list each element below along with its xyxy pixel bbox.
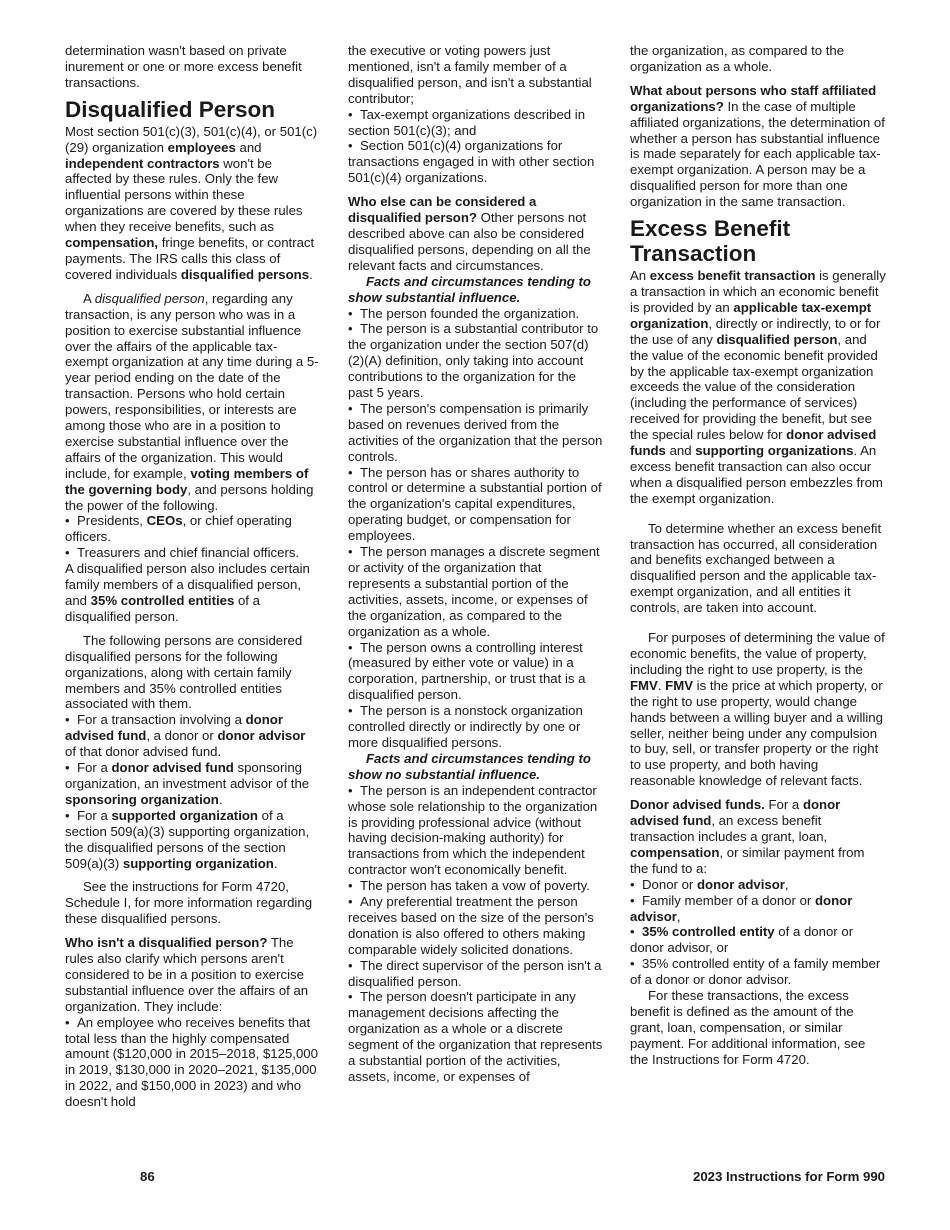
bullet-item: • Donor or donor advisor, bbox=[630, 877, 886, 893]
paragraph: Most section 501(c)(3), 501(c)(4), or 501(c)(29) organization employees and independent contractors won't be affected by these rules. Only the few influential persons within these organizations are covered by these rules when they receive benefits, such as compensation, fringe benefits, or contract payments. The IRS calls this class of covered individuals disqualified persons. bbox=[65, 123, 318, 282]
heading-disqualified-person: Disqualified Person bbox=[65, 96, 276, 122]
paragraph: the organization, as compared to the organization as a whole. bbox=[630, 43, 845, 74]
bullet-item: • 35% controlled entity of a donor or donor advisor, or bbox=[630, 924, 886, 956]
paragraph: See the instructions for Form 4720, Schedule I, for more information regarding these disqualified persons. bbox=[65, 879, 313, 927]
column-2 bbox=[348, 43, 604, 1085]
paragraph: Who isn't a disqualified person? The rules also clarify which persons aren't considered to be in a position to exercise substantial influence over the affairs of an organization. They include: bbox=[65, 935, 309, 1014]
paragraph: determination wasn't based on private inurement or one or more excess benefit transactions. bbox=[65, 43, 302, 90]
paragraph: Who else can be considered a disqualified person? Other persons not described above can also be considered disqualified persons, depending on all the relevant facts and circumstances. bbox=[348, 194, 591, 273]
bullet-item: • For a supported organization of a section 509(a)(3) supporting organization, the disqualified persons of the section 509(a)(3) supporting organization. bbox=[65, 808, 319, 872]
bullet-item: • Any preferential treatment the person receives based on the size of the person's donation is also offered to others making comparable widely solicited donations. bbox=[348, 894, 604, 958]
paragraph: Donor advised funds. For a donor advised fund, an excess benefit transaction includes a grant, loan, compensation, or similar payment from the fund to a: bbox=[630, 797, 865, 876]
bullet-item: • Treasurers and chief financial officers. bbox=[65, 545, 319, 561]
bullet-item: • 35% controlled entity of a family member of a donor or donor advisor. bbox=[630, 956, 886, 988]
bullet-item: • Tax-exempt organizations described in section 501(c)(3); and bbox=[348, 107, 604, 139]
bullet-item: • Presidents, CEOs, or chief operating officers. bbox=[65, 513, 319, 545]
bullet-item: • The direct supervisor of the person isn't a disqualified person. bbox=[348, 958, 604, 990]
bullet-item: • An employee who receives benefits that total less than the highly compensated amount ($120,000 in 2015–2018, $125,000 in 2019, $130,000 in 2020–2021, $135,000 in 2022, and $150,000 in 2023) and who doesn't hold bbox=[65, 1015, 319, 1110]
bullet-item: • The person manages a discrete segment or activity of the organization that represents a substantial portion of the activities, assets, income, or expenses of the organization, as compared to the organization as a whole. bbox=[348, 544, 604, 639]
bullet-item: • The person's compensation is primarily based on revenues derived from the activities of the organization that the person controls. bbox=[348, 401, 604, 465]
bullet-item: • For a donor advised fund sponsoring organization, an investment advisor of the sponsoring organization. bbox=[65, 760, 319, 808]
bullet-item: • The person is an independent contractor whose sole relationship to the organization is providing professional advice (without having decision-making authority) for transactions from which the independent contractor won't economically benefit. bbox=[348, 783, 604, 878]
document-title: 2023 Instructions for Form 990 bbox=[692, 1169, 885, 1184]
paragraph: What about persons who staff affiliated organizations? In the case of multiple affiliated organizations, the determination of whether a person has substantial influence is made separately for each applicable tax-exempt organization. A person may be a disqualified person for more than one organization in the same transaction. bbox=[630, 82, 885, 210]
subheading-no-substantial-influence: Facts and circumstances tending to show no substantial influence. bbox=[348, 750, 591, 782]
column-3 bbox=[630, 43, 886, 1068]
bullet-item: • Family member of a donor or donor advisor, bbox=[630, 893, 886, 925]
bullet-item: • Section 501(c)(4) organizations for transactions engaged in with other section 501(c)(4) organizations. bbox=[348, 138, 604, 186]
bullet-item: • The person has or shares authority to control or determine a substantial portion of the organization's capital expenditures, operating budget, or compensation for employees. bbox=[348, 465, 604, 545]
paragraph: The following persons are considered disqualified persons for the following organizations, along with certain family members and 35% controlled entities associated with them. bbox=[65, 632, 303, 712]
bullet-item: • The person is a substantial contributor to the organization under the section 507(d)(2)(A) definition, only taking into account contributions to the organization for the past 5 years. bbox=[348, 321, 604, 401]
paragraph: For purposes of determining the value of economic benefits, the value of property, including the right to use property, is the FMV. FMV is the price at which property, or the right to use property, would change hands between a willing buyer and a willing seller, neither being under any compulsion to buy, sell, or transfer property or the right to use property, and both having reasonable knowledge of relevant facts. bbox=[630, 630, 885, 789]
bullet-item: • For a transaction involving a donor advised fund, a donor or donor advisor of that donor advised fund. bbox=[65, 712, 319, 760]
heading-excess-benefit-transaction: Excess Benefit Transaction bbox=[630, 216, 791, 267]
column-1 bbox=[65, 43, 319, 1110]
bullet-item: • The person has taken a vow of poverty. bbox=[348, 878, 604, 894]
subheading-substantial-influence: Facts and circumstances tending to show substantial influence. bbox=[348, 273, 591, 305]
paragraph: An excess benefit transaction is generally a transaction in which an economic benefit is provided by an applicable tax-exempt organization, directly or indirectly, to or for the use of any disqualified person, and the value of the economic benefit provided by the applicable tax-exempt organization exceeds the value of the consideration (including the performance of services) received for providing the benefit, but see the special rules below for donor advised funds and supporting organizations. An excess benefit transaction can also occur when a disqualified person embezzles from the exempt organization. bbox=[630, 268, 886, 506]
bullet-item: • The person owns a controlling interest (measured by either vote or value) in a corporation, partnership, or trust that is a disqualified person. bbox=[348, 640, 604, 704]
bullet-item: • The person founded the organization. bbox=[348, 306, 604, 322]
paragraph: A disqualified person also includes certain family members of a disqualified person, and 35% controlled entities of a disqualified person. bbox=[65, 561, 310, 624]
paragraph: the executive or voting powers just mentioned, isn't a family member of a disqualified person, and isn't a substantial contributor; bbox=[348, 43, 592, 106]
bullet-item: • The person is a nonstock organization controlled directly or indirectly by one or more disqualified persons. bbox=[348, 703, 604, 751]
bullet-item: • The person doesn't participate in any management decisions affecting the organization as a whole or a discrete segment of the organization that represents a substantial portion of the activities, assets, income, or expenses of bbox=[348, 989, 604, 1084]
paragraph: A disqualified person, regarding any transaction, is any person who was in a position to exercise substantial influence over the affairs of the applicable tax-exempt organization at any time during a 5-year period ending on the date of the transaction. Persons who hold certain powers, responsibilities, or interests are among those who are in a position to exercise substantial influence over the affairs of the organization. This would include, for example, voting members of the governing body, and persons holding the power of the following. bbox=[65, 290, 319, 513]
paragraph: To determine whether an excess benefit transaction has occurred, all consideration and benefits exchanged between a disqualified person and the applicable tax-exempt organization, and all entities it controls, are taken into account. bbox=[630, 520, 882, 616]
paragraph: For these transactions, the excess benefit is defined as the amount of the grant, loan, compensation, or similar payment. For additional information, see the Instructions for Form 4720. bbox=[630, 988, 866, 1067]
page-number: 86 bbox=[140, 1169, 155, 1184]
